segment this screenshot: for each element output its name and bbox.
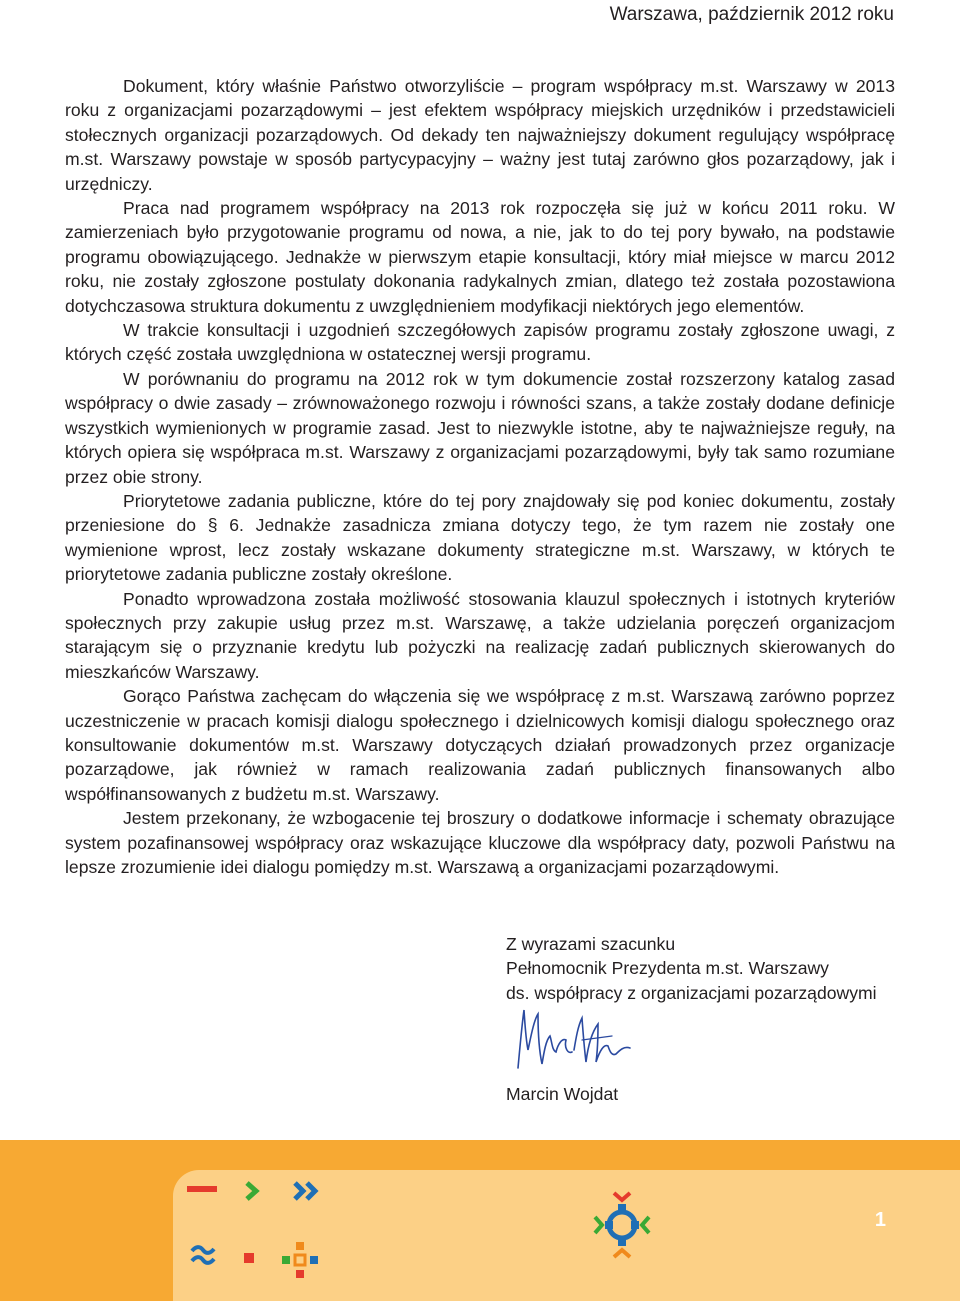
closing-salutation: Z wyrazami szacunku — [506, 934, 676, 954]
signer-name: Marcin Wojdat — [506, 1084, 619, 1104]
footer-band — [0, 1140, 960, 1301]
network-icon — [592, 1190, 652, 1260]
paragraph-comparison: W porównaniu do programu na 2012 rok w tym dokumencie został rozszerzony katalog zasad współpracy o dwie zasady – zrównoważonego rozwoju i równości szans, a także zostały dodane definicje wszystkich wymienionych w programie zasad. Jest to niezwykle istotne, aby te najważniejsze reguły, na których opiera się współpraca m.st. Warszawy z organizacjami pozarządowymi, były tak samo rozumiane przez obie strony. — [65, 368, 895, 487]
paragraph-conclusion: Jestem przekonany, że wzbogacenie tej broszury o dodatkowe informacje i schematy obrazujące system pozafinansowej współpracy oraz wskazujące kluczowe dla współpracy daty, pozwoli Państwu na lepsze zrozumienie idei dialogu pomiędzy m.st. Warszawą a organizacjami pozarządowymi. — [65, 808, 895, 877]
letter-date: Warszawa, październik 2012 roku — [609, 4, 894, 25]
page-number: 1 — [874, 1209, 886, 1231]
paragraph-priorities: Priorytetowe zadania publiczne, które do tej pory znajdowały się pod koniec dokumentu, zostały przeniesione do § 6. Jednakże zasadnicza zmiana dotyczy tego, że tym razem nie zostały one wymienione wprost, lecz zostały wskazane dokumenty strategiczne m.st. Warszawy, w których te priorytetowe zadania publiczne zostały określone. — [65, 490, 895, 585]
approx-icon — [190, 1243, 216, 1267]
handwritten-signature — [512, 1006, 636, 1072]
paragraph-clauses: Ponadto wprowadzona została możliwość stosowania klauzul społecznych i istotnych kryteriów społecznych przy zakupie usług przez m.st. Warszawę, a także udzielania poręczeń organizacjom starającym się o przyznanie kredytu lub pożyczki na realizację zadań publicznych skierowanych do mieszkańców Warszawy. — [65, 588, 895, 682]
dash-icon — [186, 1184, 218, 1194]
paragraph-intro: Dokument, który właśnie Państwo otworzyliście – program współpracy m.st. Warszawy w 2013 roku z organizacjami pozarządowymi – jest efektem współpracy miejskich urzędników i przedstawicieli stołecznych organizacji pozarządowych. Od dekady ten najważniejszy dokument regulujący współpracę m.st. Warszawy powstaje w sposób partycypacyjny – ważny jest tutaj zarówno głos pozarządowy, jak i urzędniczy. — [65, 76, 895, 194]
closing-title: Pełnomocnik Prezydenta m.st. Warszawy — [506, 958, 829, 979]
square-icon — [243, 1252, 255, 1264]
letter-body — [65, 74, 895, 879]
flower-icon — [280, 1240, 320, 1280]
closing-block — [506, 932, 877, 1005]
paragraph-work: Praca nad programem współpracy na 2013 rok rozpoczęła się już w końcu 2011 roku. W zamierzeniach było przygotowanie programu od nowa, a nie, jak to do tej pory bywało, na podstawie programu obowiązującego. Jednakże w pierwszym etapie konsultacji, który miał miejsce w marcu 2012 roku, nie zostały zgłoszone postulaty dokonania radykalnych zmian, dlatego też została pozostawiona dotychczasowa struktura dokumentu z uwzględnieniem modyfikacji niektórych jego elementów. — [65, 198, 895, 316]
double-chevron-icon — [292, 1180, 322, 1202]
closing-department: ds. współpracy z organizacjami pozarządowymi — [506, 982, 877, 1003]
chevron-icon — [244, 1180, 260, 1202]
paragraph-consultation: W trakcie konsultacji i uzgodnień szczegółowych zapisów programu zostały zgłoszone uwagi, z których część została uwzględniona w ostatecznej wersji programu. — [65, 320, 895, 365]
paragraph-invitation: Gorąco Państwa zachęcam do włączenia się we współpracę z m.st. Warszawą zarówno poprzez uczestniczenie w pracach komisji dialogu społecznego i dzielnicowych komisji dialogu społecznego oraz konsultowanie dokumentów m.st. Warszawy dotyczących działań prowadzonych przez organizacje pozarządowe, jak również w ramach realizowania zadań publicznych finansowanych albo współfinansowanych z budżetu m.st. Warszawy. — [65, 686, 895, 804]
